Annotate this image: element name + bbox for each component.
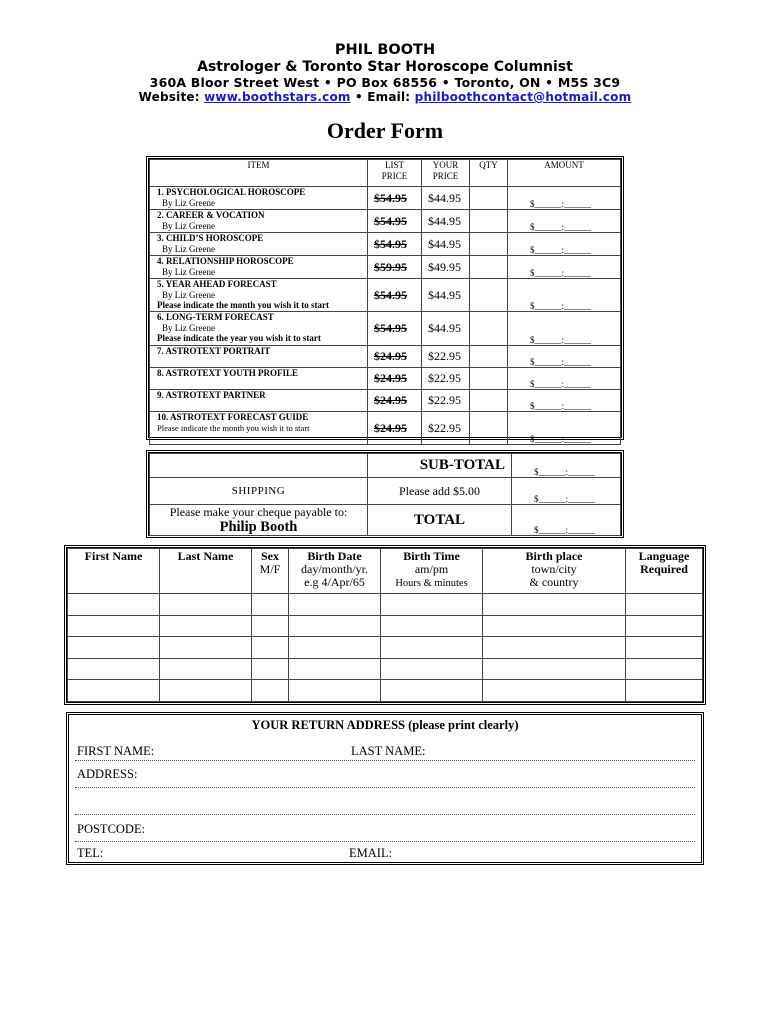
item-cell bbox=[150, 368, 368, 390]
person-cell[interactable] bbox=[289, 594, 381, 616]
item-row bbox=[150, 187, 621, 210]
item-cell bbox=[150, 279, 368, 312]
person-cell[interactable] bbox=[626, 658, 703, 680]
col-list-2: PRICE bbox=[381, 171, 408, 181]
email-link[interactable]: philboothcontact@hotmail.com bbox=[414, 90, 632, 104]
person-cell[interactable] bbox=[483, 658, 626, 680]
col-your-price bbox=[422, 160, 470, 187]
item-row bbox=[150, 233, 621, 256]
amount-cell[interactable]: $______:______ bbox=[508, 390, 621, 412]
item-name: 7. ASTROTEXT PORTRAIT bbox=[157, 346, 271, 356]
items-table-box bbox=[146, 156, 624, 444]
item-cell bbox=[150, 187, 368, 210]
address-label: ADDRESS: bbox=[77, 767, 138, 781]
item-cell bbox=[150, 256, 368, 279]
person-cell[interactable] bbox=[289, 637, 381, 659]
person-cell[interactable] bbox=[381, 594, 483, 616]
item-cell bbox=[150, 312, 368, 346]
your-price: $49.95 bbox=[422, 256, 470, 279]
item-row bbox=[150, 412, 621, 445]
person-cell[interactable] bbox=[160, 615, 252, 637]
col-sex: Sex M/F bbox=[252, 549, 289, 594]
item-name: 1. PSYCHOLOGICAL HOROSCOPE bbox=[157, 187, 306, 197]
amount-cell[interactable]: $______:______ bbox=[508, 368, 621, 390]
your-price: $44.95 bbox=[422, 233, 470, 256]
person-row[interactable] bbox=[68, 658, 703, 680]
col-your-2: PRICE bbox=[432, 171, 459, 181]
person-cell[interactable] bbox=[483, 637, 626, 659]
last-name-label: LAST NAME: bbox=[351, 744, 426, 758]
list-price: $24.95 bbox=[368, 368, 422, 390]
qty-cell[interactable] bbox=[470, 233, 508, 256]
your-price: $22.95 bbox=[422, 368, 470, 390]
return-address-box bbox=[66, 712, 704, 865]
website-link[interactable]: www.boothstars.com bbox=[204, 90, 351, 104]
person-cell[interactable] bbox=[160, 594, 252, 616]
col-item: ITEM bbox=[150, 160, 368, 187]
col-language: Language Required bbox=[626, 549, 703, 594]
person-cell[interactable] bbox=[252, 594, 289, 616]
item-row bbox=[150, 312, 621, 346]
item-name: 3. CHILD’S HOROSCOPE bbox=[157, 233, 264, 243]
amount-cell[interactable]: $______:______ bbox=[508, 279, 621, 312]
item-note: Please indicate the month you wish it to start bbox=[157, 299, 329, 310]
item-cell bbox=[150, 210, 368, 233]
person-cell[interactable] bbox=[483, 680, 626, 702]
email-field-label: EMAIL: bbox=[349, 846, 393, 860]
amount-cell[interactable]: $______:______ bbox=[508, 412, 621, 445]
qty-cell[interactable] bbox=[470, 210, 508, 233]
item-cell bbox=[150, 412, 368, 445]
person-cell[interactable] bbox=[289, 615, 381, 637]
cheque-text: Please make your cheque payable to: bbox=[169, 505, 348, 519]
col-first-name: First Name bbox=[68, 549, 160, 594]
person-cell[interactable] bbox=[68, 615, 160, 637]
qty-cell[interactable] bbox=[470, 412, 508, 445]
person-cell[interactable] bbox=[160, 680, 252, 702]
list-price: $59.95 bbox=[368, 256, 422, 279]
person-row[interactable] bbox=[68, 594, 703, 616]
person-cell[interactable] bbox=[68, 637, 160, 659]
amount-cell[interactable]: $______:______ bbox=[508, 346, 621, 368]
subtotal-label: SUB-TOTAL bbox=[368, 454, 512, 478]
first-name-label: FIRST NAME: bbox=[77, 744, 155, 758]
qty-cell[interactable] bbox=[470, 312, 508, 346]
website-label: Website: bbox=[138, 90, 200, 104]
person-row[interactable] bbox=[68, 615, 703, 637]
person-row[interactable] bbox=[68, 680, 703, 702]
your-price: $22.95 bbox=[422, 346, 470, 368]
your-price: $44.95 bbox=[422, 312, 470, 346]
page-title: Order Form bbox=[326, 118, 444, 143]
person-cell[interactable] bbox=[483, 615, 626, 637]
list-price: $54.95 bbox=[368, 312, 422, 346]
qty-cell[interactable] bbox=[470, 256, 508, 279]
amount-cell[interactable]: $______:______ bbox=[508, 210, 621, 233]
col-birth-time: Birth Time am/pm Hours & minutes bbox=[381, 549, 483, 594]
people-table bbox=[67, 548, 703, 702]
qty-cell[interactable] bbox=[470, 279, 508, 312]
postcode-label: POSTCODE: bbox=[77, 822, 146, 836]
item-cell bbox=[150, 233, 368, 256]
item-name: 4. RELATIONSHIP HOROSCOPE bbox=[157, 256, 294, 266]
item-author: By Liz Greene bbox=[162, 266, 215, 277]
person-cell[interactable] bbox=[626, 637, 703, 659]
amount-cell[interactable]: $______:______ bbox=[508, 256, 621, 279]
person-cell[interactable] bbox=[381, 658, 483, 680]
col-list-price bbox=[368, 160, 422, 187]
people-table-box bbox=[64, 545, 706, 705]
your-price: $44.95 bbox=[422, 279, 470, 312]
item-note: Please indicate the month you wish it to start bbox=[157, 422, 310, 433]
payee-name: Philip Booth bbox=[219, 519, 298, 535]
amount-cell[interactable]: $______:______ bbox=[508, 312, 621, 346]
item-cell bbox=[150, 346, 368, 368]
person-cell[interactable] bbox=[381, 615, 483, 637]
cheque-note bbox=[150, 505, 368, 536]
person-cell[interactable] bbox=[252, 615, 289, 637]
person-cell[interactable] bbox=[252, 637, 289, 659]
list-price: $54.95 bbox=[368, 187, 422, 210]
tel-label: TEL: bbox=[77, 846, 104, 860]
totals-table bbox=[149, 453, 621, 536]
item-author: By Liz Greene bbox=[162, 197, 215, 208]
col-your-1: YOUR bbox=[432, 160, 459, 170]
list-price: $54.95 bbox=[368, 210, 422, 233]
subtotal-amount[interactable]: $______:______ bbox=[512, 454, 621, 478]
list-price: $24.95 bbox=[368, 412, 422, 445]
total-amount[interactable]: $______:______ bbox=[512, 505, 621, 536]
item-name: 8. ASTROTEXT YOUTH PROFILE bbox=[157, 368, 299, 378]
company-subtitle: Astrologer & Toronto Star Horoscope Columnist bbox=[197, 59, 573, 75]
item-name: 2. CAREER & VOCATION bbox=[157, 210, 265, 220]
col-list-1: LIST bbox=[385, 160, 404, 170]
person-cell[interactable] bbox=[160, 658, 252, 680]
person-cell[interactable] bbox=[289, 680, 381, 702]
subtotal-blank bbox=[150, 454, 368, 478]
col-amount: AMOUNT bbox=[508, 160, 621, 187]
person-cell[interactable] bbox=[68, 594, 160, 616]
item-name: 9. ASTROTEXT PARTNER bbox=[157, 390, 266, 400]
person-cell[interactable] bbox=[483, 594, 626, 616]
postcode-row[interactable] bbox=[75, 815, 695, 842]
person-cell[interactable] bbox=[626, 680, 703, 702]
item-author: By Liz Greene bbox=[162, 220, 215, 231]
return-address-title: YOUR RETURN ADDRESS (please print clearly) bbox=[251, 718, 519, 732]
total-label: TOTAL bbox=[368, 505, 512, 536]
contact-line bbox=[0, 90, 770, 104]
item-row bbox=[150, 368, 621, 390]
amount-cell[interactable]: $______:______ bbox=[508, 187, 621, 210]
list-price: $54.95 bbox=[368, 279, 422, 312]
address-row[interactable] bbox=[75, 761, 695, 788]
your-price: $22.95 bbox=[422, 390, 470, 412]
person-cell[interactable] bbox=[381, 637, 483, 659]
item-row bbox=[150, 210, 621, 233]
totals-box bbox=[146, 450, 624, 538]
item-name: 6. LONG-TERM FORECAST bbox=[157, 312, 274, 322]
amount-cell[interactable]: $______:______ bbox=[508, 233, 621, 256]
item-row bbox=[150, 279, 621, 312]
item-name: 5. YEAR AHEAD FORECAST bbox=[157, 279, 277, 289]
item-author: By Liz Greene bbox=[162, 243, 215, 254]
your-price: $22.95 bbox=[422, 412, 470, 445]
shipping-note: Please add $5.00 bbox=[368, 478, 512, 505]
person-cell[interactable] bbox=[68, 680, 160, 702]
qty-cell[interactable] bbox=[470, 368, 508, 390]
your-price: $44.95 bbox=[422, 187, 470, 210]
item-row bbox=[150, 390, 621, 412]
shipping-label: SHIPPING bbox=[150, 478, 368, 505]
person-cell[interactable] bbox=[160, 637, 252, 659]
list-price: $54.95 bbox=[368, 233, 422, 256]
person-cell[interactable] bbox=[289, 658, 381, 680]
email-label: • Email: bbox=[354, 90, 411, 104]
list-price: $24.95 bbox=[368, 346, 422, 368]
company-name: PHIL BOOTH bbox=[334, 42, 436, 58]
person-cell[interactable] bbox=[626, 594, 703, 616]
address-row-2[interactable] bbox=[75, 788, 695, 815]
item-author: By Liz Greene bbox=[162, 322, 215, 333]
items-table bbox=[149, 159, 621, 445]
tel-row[interactable] bbox=[75, 842, 695, 862]
company-address: 360A Bloor Street West • PO Box 68556 • Toronto, ON • M5S 3C9 bbox=[149, 75, 621, 90]
person-cell[interactable] bbox=[252, 658, 289, 680]
person-cell[interactable] bbox=[626, 615, 703, 637]
item-author: By Liz Greene bbox=[162, 289, 215, 300]
person-cell[interactable] bbox=[381, 680, 483, 702]
qty-cell[interactable] bbox=[470, 187, 508, 210]
item-name: 10. ASTROTEXT FORECAST GUIDE bbox=[157, 412, 309, 422]
qty-cell[interactable] bbox=[470, 346, 508, 368]
list-price: $24.95 bbox=[368, 390, 422, 412]
col-birth-place: Birth place town/city & country bbox=[483, 549, 626, 594]
name-row[interactable] bbox=[75, 741, 695, 761]
shipping-amount[interactable]: $______:______ bbox=[512, 478, 621, 505]
item-note: Please indicate the year you wish it to start bbox=[157, 332, 321, 343]
person-row[interactable] bbox=[68, 637, 703, 659]
person-cell[interactable] bbox=[68, 658, 160, 680]
your-price: $44.95 bbox=[422, 210, 470, 233]
col-qty: QTY bbox=[470, 160, 508, 187]
qty-cell[interactable] bbox=[470, 390, 508, 412]
col-birth-date: Birth Date day/month/yr. e.g 4/Apr/65 bbox=[289, 549, 381, 594]
item-row bbox=[150, 346, 621, 368]
item-row bbox=[150, 256, 621, 279]
person-cell[interactable] bbox=[252, 680, 289, 702]
col-last-name: Last Name bbox=[160, 549, 252, 594]
item-cell bbox=[150, 390, 368, 412]
